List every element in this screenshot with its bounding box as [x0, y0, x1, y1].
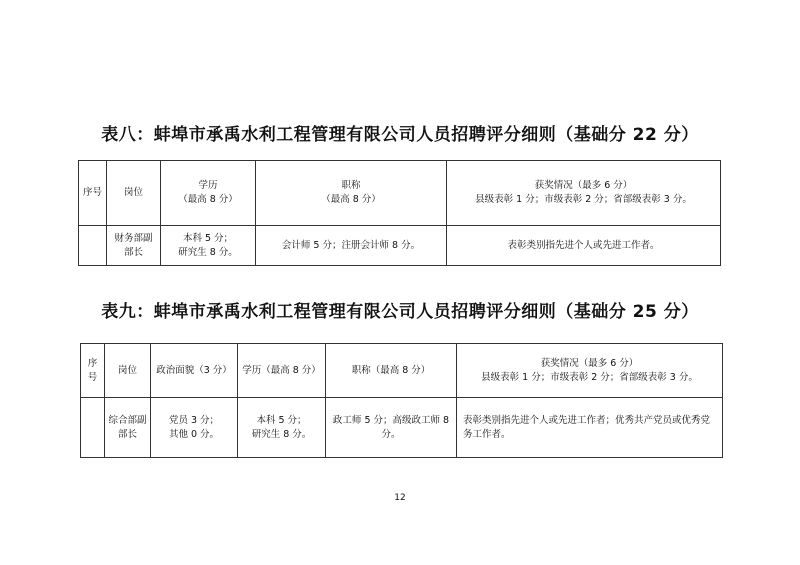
header-political: 政治面貌（3 分） — [151, 344, 238, 398]
cell-political — [151, 398, 238, 458]
cell-edu — [238, 398, 326, 458]
header-edu-label: 学历 — [198, 180, 218, 191]
cell-political-line2: 其他 0 分。 — [168, 428, 220, 440]
cell-political-line1: 党员 3 分； — [168, 414, 220, 426]
header-seq: 序号 — [81, 344, 105, 398]
table9-title: 表九：蚌埠市承禹水利工程管理有限公司人员招聘评分细则（基础分 25 分） — [101, 302, 699, 322]
cell-edu-line1: 本科 5 分； — [182, 232, 234, 244]
table-row — [81, 398, 723, 458]
header-title-label: 职称 — [341, 180, 361, 191]
cell-edu-line1: 本科 5 分； — [256, 414, 307, 426]
header-seq: 序号 — [79, 161, 107, 226]
table9-header-row — [81, 344, 723, 398]
header-award — [447, 161, 721, 226]
cell-post: 综合部副部长 — [105, 398, 151, 458]
header-award-label: 获奖情况（最多 6 分） — [540, 357, 639, 369]
cell-post: 财务部副部长 — [107, 226, 161, 266]
header-award-note: 县级表彰 1 分；市级表彰 2 分；省部级表彰 3 分。 — [481, 371, 698, 383]
header-post: 岗位 — [105, 344, 151, 398]
header-edu-note: （最高 8 分） — [178, 194, 238, 205]
header-title — [256, 161, 447, 226]
table8 — [78, 160, 721, 266]
header-award-note: 县级表彰 1 分；市级表彰 2 分；省部级表彰 3 分。 — [475, 194, 692, 205]
table8-header-row — [79, 161, 721, 226]
header-award-label: 获奖情况（最多 6 分） — [534, 180, 633, 191]
cell-title: 会计师 5 分；注册会计师 8 分。 — [256, 226, 447, 266]
cell-seq — [81, 398, 105, 458]
cell-edu-line2: 研究生 8 分。 — [178, 246, 238, 258]
header-edu: 学历（最高 8 分） — [238, 344, 326, 398]
header-award — [457, 344, 723, 398]
table8-title: 表八：蚌埠市承禹水利工程管理有限公司人员招聘评分细则（基础分 22 分） — [101, 125, 699, 145]
cell-seq — [79, 226, 107, 266]
table9 — [80, 343, 723, 458]
header-title-note: （最高 8 分） — [321, 194, 381, 205]
header-edu — [161, 161, 256, 226]
header-title: 职称（最高 8 分） — [326, 344, 457, 398]
cell-award: 表彰类别指先进个人或先进工作者；优秀共产党员或优秀党务工作者。 — [457, 398, 723, 458]
header-post: 岗位 — [107, 161, 161, 226]
cell-award: 表彰类别指先进个人或先进工作者。 — [447, 226, 721, 266]
table-row — [79, 226, 721, 266]
page-number: 12 — [394, 493, 406, 503]
cell-edu — [161, 226, 256, 266]
cell-title: 政工师 5 分；高级政工师 8 分。 — [326, 398, 457, 458]
cell-edu-line2: 研究生 8 分。 — [251, 428, 312, 440]
